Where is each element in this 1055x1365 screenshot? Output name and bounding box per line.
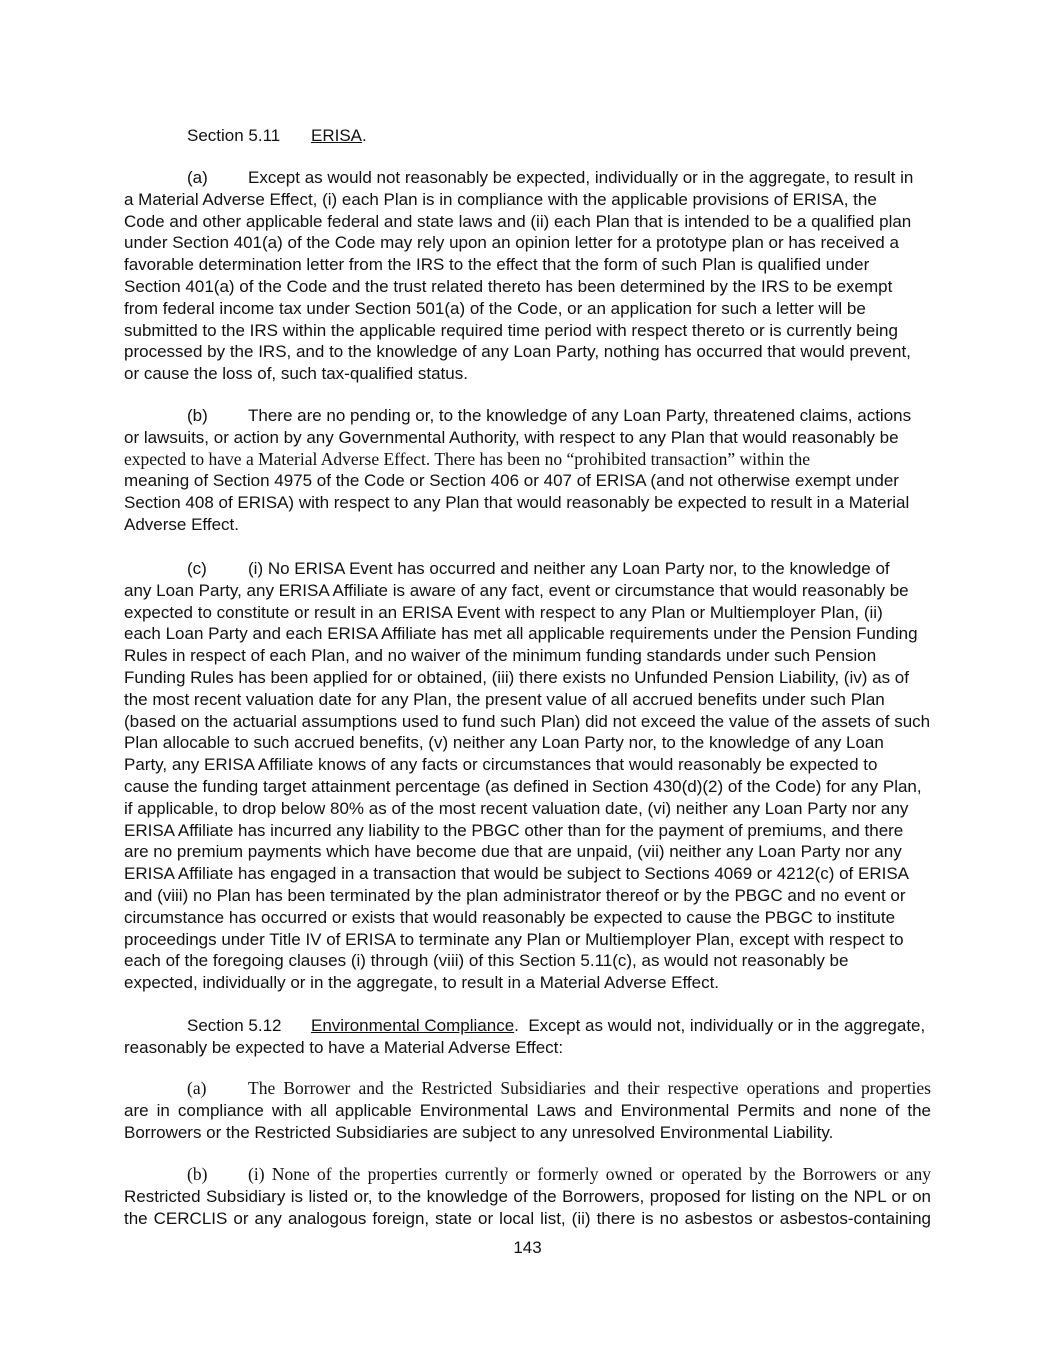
paragraph-line: each of the foregoing clauses (i) through (viii) of this Section 5.11(c), as would not reasonably be: [124, 951, 849, 971]
paragraph-line: any Loan Party, any ERISA Affiliate is aware of any fact, event or circumstance that would reasonably be: [124, 580, 909, 600]
paragraph-5-11-a: [124, 167, 931, 385]
section-title-suffix: .: [362, 126, 367, 145]
page-number: 143: [513, 1238, 542, 1257]
paragraph-line: Adverse Effect.: [124, 514, 239, 534]
paragraph-line: and (viii) no Plan has been terminated by the plan administrator thereof or by the PBGC and no event or: [124, 885, 906, 905]
paragraph-line: the most recent valuation date for any Plan, the present value of all accrued benefits under such Plan: [124, 689, 885, 709]
paragraph-line: ERISA Affiliate has engaged in a transaction that would be subject to Sections 4069 or 4212(c) of ERISA: [124, 864, 910, 884]
paragraph-line: Section 401(a) of the Code and the trust related thereto has been determined by the IRS to be exempt: [124, 276, 893, 296]
paragraph-line: [124, 1078, 931, 1100]
paragraph-line: (based on the actuarial assumptions used to fund such Plan) did not exceed the value of the assets of such: [124, 711, 931, 731]
paragraph-text: (i) No ERISA Event has occurred and neither any Loan Party nor, to the knowledge of: [248, 559, 890, 578]
paragraph-text: The Borrower and the Restricted Subsidiaries and their respective operations and properties: [248, 1078, 931, 1098]
paragraph-5-12-a: [124, 1078, 931, 1143]
paragraph-line: circumstance has occurred or exists that would reasonably be expected to cause the PBGC to institute: [124, 907, 896, 927]
paragraph-5-11-c: [124, 558, 931, 994]
paragraph-line: Section 408 of ERISA) with respect to any Plan that would reasonably be expected to result in a Material: [124, 493, 910, 513]
paragraph-line: Funding Rules has been applied for or obtained, (iii) there exists no Unfunded Pension Liability, (iv) as of: [124, 667, 909, 687]
paragraph-line: cause the funding target attainment percentage (as defined in Section 430(d)(2) of the Code) for any Plan,: [124, 776, 922, 796]
paragraph-5-12-b: [124, 1164, 931, 1229]
section-number: Section 5.11: [187, 126, 281, 145]
paragraph-line: Code and other applicable federal and state laws and (ii) each Plan that is intended to be a qualified plan: [124, 211, 912, 231]
paragraph-label: (c): [187, 559, 207, 578]
paragraph-line: [124, 1164, 931, 1186]
section-title-suffix: . Except as would not, individually or in the aggregate,: [514, 1016, 926, 1035]
paragraph-line: [124, 405, 931, 427]
paragraph-line: Plan allocable to such accrued benefits, (v) neither any Loan Party nor, to the knowledge of any Loan: [124, 733, 884, 753]
paragraph-line: from federal income tax under Section 501(a) of the Code, or an application for such a letter will be: [124, 298, 866, 318]
paragraph-line: each Loan Party and each ERISA Affiliate has met all applicable requirements under the Pension Funding: [124, 624, 918, 644]
paragraph-5-11-b: [124, 405, 931, 536]
paragraph-line: the CERCLIS or any analogous foreign, state or local list, (ii) there is no asbestos or asbestos-containing: [124, 1208, 931, 1228]
paragraph-line: meaning of Section 4975 of the Code or Section 406 or 407 of ERISA (and not otherwise exempt under: [124, 471, 899, 491]
paragraph-line: a Material Adverse Effect, (i) each Plan is in compliance with the applicable provisions of ERISA, the: [124, 189, 877, 209]
paragraph-line: ERISA Affiliate has incurred any liability to the PBGC other than for the payment of premiums, and there: [124, 820, 904, 840]
paragraph-line: Borrowers or the Restricted Subsidiaries are subject to any unresolved Environmental Liability.: [124, 1122, 834, 1142]
paragraph-line: or lawsuits, or action by any Governmental Authority, with respect to any Plan that would reasonably be: [124, 427, 899, 447]
paragraph-line: submitted to the IRS within the applicable required time period with respect thereto or is currently being: [124, 320, 898, 340]
section-title: Environmental Compliance: [311, 1016, 515, 1035]
heading-line: [124, 125, 931, 147]
paragraph-line: or cause the loss of, such tax-qualified status.: [124, 364, 468, 384]
paragraph-line: expected to constitute or result in an ERISA Event with respect to any Plan or Multiemployer Plan, (ii): [124, 602, 883, 622]
paragraph-text: There are no pending or, to the knowledge of any Loan Party, threatened claims, actions: [248, 406, 912, 425]
paragraph-label: (a): [187, 168, 208, 187]
paragraph-line: are no premium payments which have become due that are unpaid, (vii) neither any Loan Party nor any: [124, 842, 902, 862]
paragraph-text: Except as would not reasonably be expected, individually or in the aggregate, to result in: [248, 168, 914, 187]
paragraph-line: Rules in respect of each Plan, and no waiver of the minimum funding standards under such Pension: [124, 646, 877, 666]
paragraph-line: expected to have a Material Adverse Effect. There has been no “prohibited transaction” within the: [124, 448, 810, 469]
paragraph-label: (b): [187, 1164, 208, 1184]
paragraph-line: processed by the IRS, and to the knowledge of any Loan Party, nothing has occurred that would prevent,: [124, 342, 911, 362]
paragraph-line: [124, 167, 931, 189]
paragraph-line: favorable determination letter from the IRS to the effect that the form of such Plan is qualified under: [124, 255, 870, 275]
paragraph-text: (i) None of the properties currently or formerly owned or operated by the Borrowers or any: [248, 1164, 931, 1184]
paragraph-line: under Section 401(a) of the Code may rely upon an opinion letter for a prototype plan or has received a: [124, 233, 899, 253]
section-5-12-heading: [124, 1015, 931, 1059]
paragraph-line: [124, 558, 931, 580]
paragraph-line: if applicable, to drop below 80% as of the most recent valuation date, (vi) neither any Loan Party nor any: [124, 798, 909, 818]
paragraph-line: Party, any ERISA Affiliate knows of any facts or circumstances that would reasonably be expected to: [124, 755, 878, 775]
paragraph-line: Restricted Subsidiary is listed or, to the knowledge of the Borrowers, proposed for listing on the NPL or on: [124, 1186, 931, 1206]
heading-intro-line: reasonably be expected to have a Material Adverse Effect:: [124, 1037, 564, 1057]
section-title: ERISA: [311, 126, 363, 145]
paragraph-label: (b): [187, 406, 208, 425]
section-5-11-heading: [124, 125, 931, 147]
paragraph-line: proceedings under Title IV of ERISA to terminate any Plan or Multiemployer Plan, except with respect to: [124, 929, 904, 949]
paragraph-label: (a): [187, 1078, 207, 1098]
paragraph-line: expected, individually or in the aggregate, to result in a Material Adverse Effect.: [124, 973, 720, 993]
heading-line: [124, 1015, 931, 1037]
section-number: Section 5.12: [187, 1016, 282, 1035]
paragraph-line: are in compliance with all applicable Environmental Laws and Environmental Permits and none of the: [124, 1100, 931, 1120]
